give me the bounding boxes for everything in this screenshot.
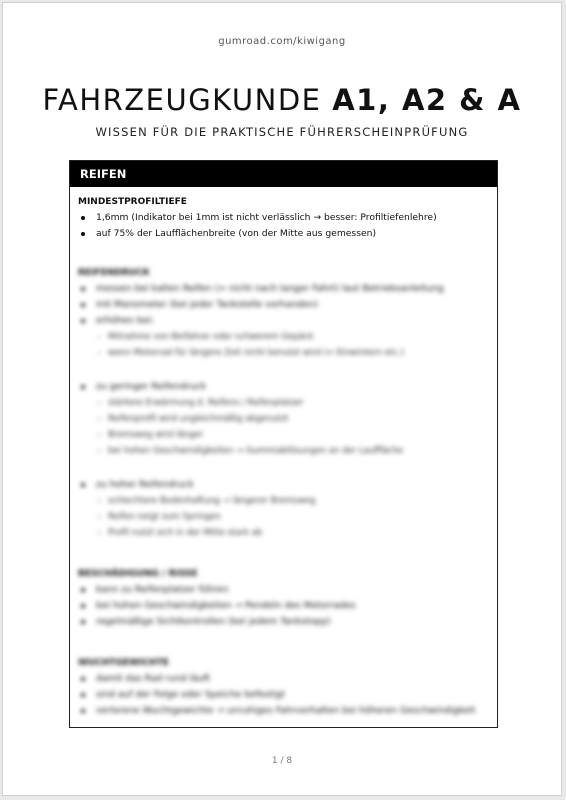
bullet-list [70,477,497,493]
list-group [70,379,497,459]
page-number: 1 / 8 [271,756,293,766]
list-item: zu hoher Reifendruck [70,477,497,493]
title-bold: A1, A2 & A [332,83,522,117]
bullet-list [70,582,497,630]
bullet-list [70,210,497,242]
section-heading: REIFENDRUCK [78,268,150,278]
list-item: mit Manometer (bei jeder Tankstelle vorhanden) [70,297,497,313]
list-item: auf 75% der Laufflächenbreite (von der Mitte aus gemessen) [70,226,497,242]
list-item: erhöhen bei: [70,313,497,329]
sub-item: – bei hohen Geschwindigkeiten → Gummiablösungen an der Lauffläche [70,443,497,459]
list-item: damit das Rad rund läuft [70,671,497,687]
list-item: kann zu Reifenplatzer führen [70,582,497,598]
sub-item: – Reifenprofil wird ungleichmäßig abgenutzt [70,411,497,427]
list-item: 1,6mm (Indikator bei 1mm ist nicht verlässlich → besser: Profiltiefenlehre) [70,210,497,226]
sub-item: – wenn Motorrad für längere Zeit nicht benutzt wird (= Einwintern etc.) [70,345,497,361]
bullet-list [70,379,497,395]
bullet-list [70,671,497,719]
list-item: sind auf der Felge oder Speiche befestigt [70,687,497,703]
blurred-content [70,268,497,719]
list-group [70,477,497,541]
bullet-list [70,281,497,329]
content-box [69,160,498,728]
section-heading: MINDESTPROFILTIEFE [78,197,187,207]
box-heading: REIFEN [70,161,497,187]
sub-item: – Reifen neigt zum Springen [70,509,497,525]
list-item: verlorene Wuchtgewichte → unruhiges Fahrverhalten bei höheren Geschwindigkeit [70,703,497,719]
section-heading: BESCHÄDIGUNG / RISSE [78,569,198,579]
section-heading: WUCHTGEWICHTE [78,658,169,668]
sub-item: – Mitnahme von Beifahrer oder schwerem Gepäck [70,329,497,345]
sub-item: – Bremsweg wird länger [70,427,497,443]
site-url: gumroad.com/kiwigang [218,36,346,47]
document-title [3,83,561,117]
list-item: zu geringer Reifendruck [70,379,497,395]
sub-item: – stärkere Erwärmung d. Reifens / Reifenplatzer [70,395,497,411]
sub-list [70,329,497,361]
list-item: regelmäßige Sichtkontrollen (bei jedem Tankstopp) [70,614,497,630]
list-item: bei hohen Geschwindigkeiten → Pendeln des Motorrades [70,598,497,614]
sub-list [70,395,497,459]
sub-list [70,493,497,541]
sub-item: – Profil nutzt sich in der Mitte stark ab [70,525,497,541]
list-item: messen bei kalten Reifen (= nicht nach langer Fahrt) laut Betriebsanleitung [70,281,497,297]
document-subtitle: WISSEN FÜR DIE PRAKTISCHE FÜHRERSCHEINPRÜFUNG [95,125,469,139]
sub-item: – schlechtere Bodenhaftung → längerer Bremsweg [70,493,497,509]
title-prefix: FAHRZEUGKUNDE [42,83,322,117]
document-page [2,2,562,796]
